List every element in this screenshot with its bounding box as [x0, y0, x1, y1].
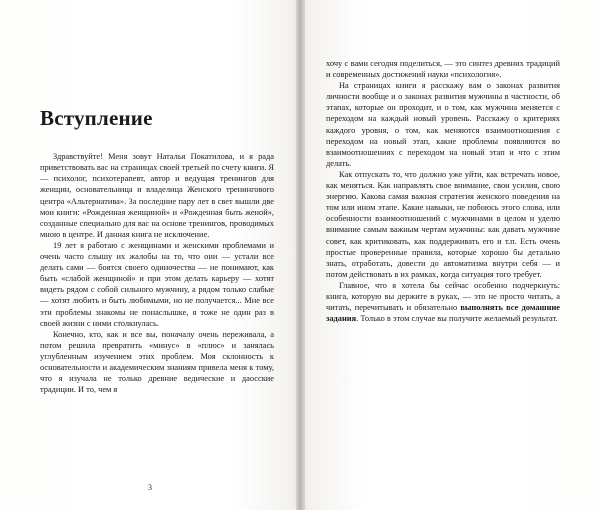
paragraph: Здравствуйте! Меня зовут Наталья Покатилова, и я рада приветствовать вас на страницах своей третьей по счету книги. Я — психолог, психотерапевт, автор и ведущая тренингов для женщин, основательница и владелица Женского тренингового центра «Альтернатива». За последние пару лет в свет вышли две мои книги: «Рожденная женщиной» и «Рожденная быть женой», созданные специально для вас на основе тренингов, проводимых мною в центре. И данная книга не исключение.	[40, 152, 274, 239]
paragraph: 19 лет я работаю с женщинами и женскими проблемами и очень часто слышу их жалобы на то, что они — устали все делать сами — боятся своего одиночества — не понимают, как быть «слабой женщиной» и при этом делать карьеру — хотят видеть рядом с собой сильного мужчину, а рядом только слабые — хотят любить и быть любимыми, но не получается... Мне все эти проблемы знакомы не понаслышке, я тоже не один раз в своей жизни с ними столкнулась.	[40, 240, 274, 328]
paragraph: Конечно, кто, как и все вы, поначалу очень переживала, а потом решила превратить «минус» в «плюс» и занялась углубленным изучением этих проблем. Моя склонность к основательности и академическим знаниям привела меня к тому, что я изучала не только древние ведические и даосские традиции. И то, чем я	[40, 329, 274, 395]
emphasis-text: выполнять все домашние задания	[326, 303, 560, 324]
right-page	[300, 0, 600, 510]
paragraph-with-emphasis	[326, 280, 560, 324]
page-number: 3	[148, 483, 152, 492]
paragraph: Как отпускать то, что должно уже уйти, как встречать новое, как меняться. Как направлять свое внимание, свои усилия, свою энергию. Какова самая важная стратегия женского поведения на том или ином этапе. Какие навыки, не побоюсь этого слова, или особенности взаимоотношений с мужчинами в целом и уделю внимание самым важным чертам мужчины: как давать мужчине совет, как критиковать, как поддерживать его и т.п. Есть очень простые проверенные правила, которые хорошо бы детально знать, отработать, довести до автоматизма внутри себя — и потом действовать в их рамках, когда ситуация того требует.	[326, 169, 560, 279]
paragraph: На страницах книги я расскажу вам о законах развития личности вообще и о законах развития мужчины в частности, об этапах, которые он проходит, и о том, как мужчина меняется с переходом на каждый новый уровень. Расскажу о критериях каждого уровня, о том, как меняются взаимоотношения с переходом на новый этап, какие проблемы появляются во взаимоотношениях с переходом на новый этап и что с этим делать.	[326, 81, 560, 168]
page-title: Вступление	[40, 106, 153, 130]
paragraph-text: Главное, что я хотела бы сейчас особенно подчеркнуть: книга, которую вы держите в руках, — это не просто читать, а читать, перечитывать и обязательно выполнять все домашние задания. Только в этом случае вы получите желаемый результат.	[326, 280, 560, 324]
paragraph: хочу с вами сегодня поделиться, — это синтез древних традиций и современных достижений науки «психология».	[326, 59, 560, 80]
